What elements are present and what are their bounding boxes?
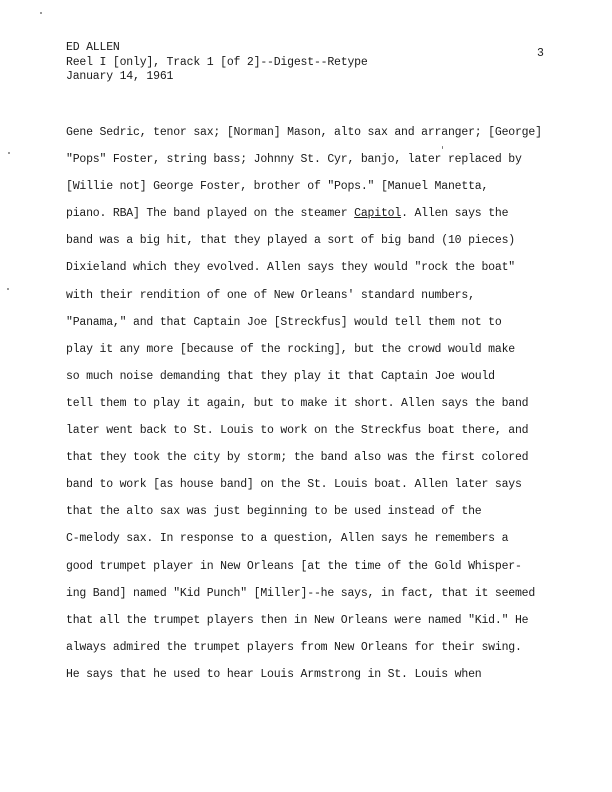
text-line: later went back to St. Louis to work on the Streckfus boat there, and xyxy=(66,424,529,438)
text-line: ing Band] named "Kid Punch" [Miller]--he says, in fact, that it seemed xyxy=(66,586,536,600)
text-line: [Willie not] George Foster, brother of "Pops." [Manuel Manetta, xyxy=(66,180,489,194)
text-line: that the alto sax was just beginning to be used instead of the xyxy=(66,505,482,519)
scan-speck xyxy=(8,152,10,154)
interview-date: January 14, 1961 xyxy=(66,70,174,83)
text-line: always admired the trumpet players from New Orleans for their swing. xyxy=(66,640,522,654)
text-line: with their rendition of one of New Orleans' standard numbers, xyxy=(66,288,475,302)
text-line: "Panama," and that Captain Joe [Streckfus] would tell them not to xyxy=(66,315,502,329)
text-line: that all the trumpet players then in New Orleans were named "Kid." He xyxy=(66,613,529,627)
text-line: that they took the city by storm; the band also was the first colored xyxy=(66,451,529,465)
interviewee-name: ED ALLEN xyxy=(66,41,120,54)
page-number: 3 xyxy=(537,47,544,60)
document-header xyxy=(66,41,368,85)
text-line: so much noise demanding that they play it that Captain Joe would xyxy=(66,369,495,383)
text-segment: piano. RBA] The band played on the steamer xyxy=(66,207,355,221)
text-line: band to work [as house band] on the St. Louis boat. Allen later says xyxy=(66,478,522,492)
text-line: He says that he used to hear Louis Armstrong in St. Louis when xyxy=(66,667,482,681)
text-line xyxy=(66,206,586,233)
scan-speck xyxy=(40,12,42,14)
text-segment: . Allen says the xyxy=(401,207,509,221)
text-line: Gene Sedric, tenor sax; [Norman] Mason, alto sax and arranger; [George] xyxy=(66,126,542,139)
text-line: good trumpet player in New Orleans [at the time of the Gold Whisper- xyxy=(66,559,522,573)
reel-track-info: Reel I [only], Track 1 [of 2]--Digest--Retype xyxy=(66,55,368,69)
steamer-name: Capitol xyxy=(354,207,402,221)
text-line: band was a big hit, that they played a sort of big band (10 pieces) xyxy=(66,234,515,248)
text-line: "Pops" Foster, string bass; Johnny St. Cyr, banjo, later replaced by xyxy=(66,153,522,167)
scan-speck xyxy=(7,288,9,290)
text-line: tell them to play it again, but to make it short. Allen says the band xyxy=(66,396,529,410)
transcript-body xyxy=(66,125,586,694)
text-line: play it any more [because of the rocking], but the crowd would make xyxy=(66,342,515,356)
text-line: C-melody sax. In response to a question, Allen says he remembers a xyxy=(66,532,509,546)
text-line: Dixieland which they evolved. Allen says they would "rock the boat" xyxy=(66,261,515,275)
